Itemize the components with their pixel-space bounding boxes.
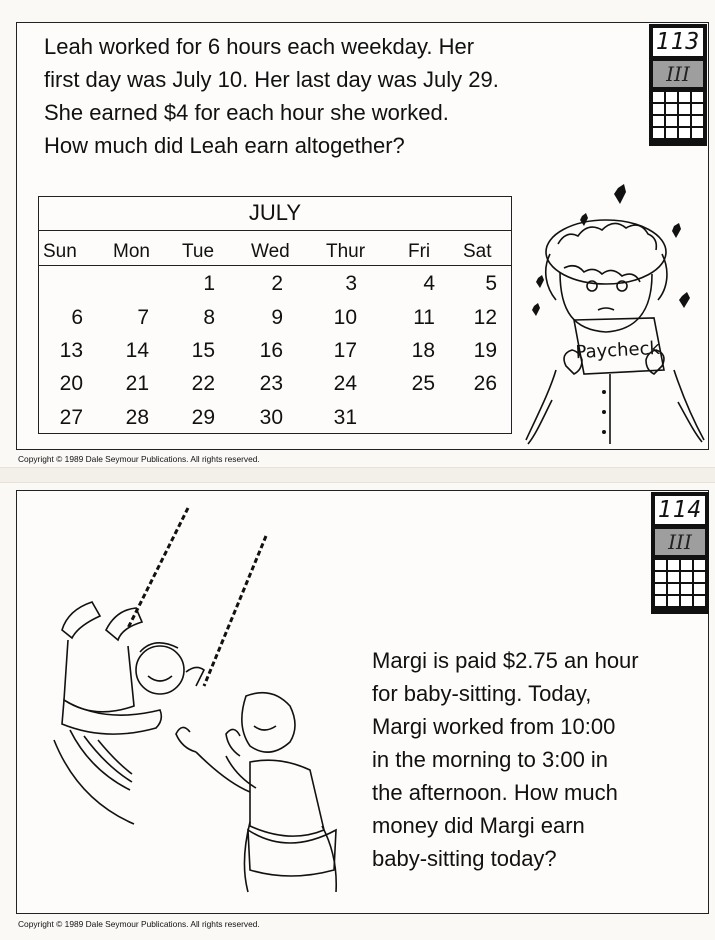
problem-line: Margi is paid $2.75 an hour (372, 648, 639, 673)
weekday-label: Sun (43, 241, 77, 262)
card-number-badge (651, 492, 709, 614)
calendar-date: 7 (137, 306, 149, 329)
calendar-date: 30 (259, 406, 283, 429)
calendar-date: 23 (259, 372, 283, 395)
weekday-label: Fri (408, 241, 431, 262)
problem-line: first day was July 10. Her last day was July 29. (44, 67, 499, 92)
calendar-date: 14 (125, 339, 149, 362)
calculator-keypad-icon (653, 92, 703, 138)
problem-line: in the morning to 3:00 in (372, 747, 609, 772)
july-calendar (38, 196, 512, 434)
card-number-badge (649, 24, 707, 146)
problem-line: She earned $4 for each hour she worked. (44, 100, 449, 125)
calculator-keypad-icon (655, 560, 705, 606)
calendar-date: 16 (259, 339, 283, 362)
calendar-date: 27 (59, 406, 83, 429)
card-number: 114 (655, 496, 705, 524)
calendar-date: 31 (333, 406, 357, 429)
calendar-date: 26 (473, 372, 497, 395)
calendar-date: 8 (203, 306, 215, 329)
calendar-date: 5 (485, 272, 497, 295)
calendar-date: 28 (125, 406, 149, 429)
problem-line: How much did Leah earn altogether? (44, 133, 405, 158)
calendar-date: 3 (345, 272, 357, 295)
calendar-date: 13 (59, 339, 83, 362)
calendar-date: 21 (125, 372, 149, 395)
calendar-date: 4 (423, 272, 435, 295)
paycheck-illustration (514, 170, 706, 448)
copyright: Copyright © 1989 Dale Seymour Publications. All rights reserved. (18, 454, 260, 464)
calendar-date: 9 (271, 306, 283, 329)
calendar-weekday-header (39, 237, 511, 265)
problem-text (44, 30, 604, 162)
calendar-date: 29 (191, 406, 215, 429)
weekday-label: Thur (326, 241, 366, 262)
problem-line: money did Margi earn (372, 813, 585, 838)
calendar-date: 17 (333, 339, 357, 362)
calendar-dates (39, 267, 511, 435)
babysitting-illustration (40, 500, 360, 908)
level-indicator: III (653, 61, 703, 87)
card-number: 113 (653, 28, 703, 56)
problem-line: Margi worked from 10:00 (372, 714, 616, 739)
calendar-date: 18 (411, 339, 435, 362)
calendar-date: 22 (191, 372, 215, 395)
divider (39, 265, 511, 266)
calendar-date: 24 (333, 372, 357, 395)
calendar-date: 12 (473, 306, 497, 329)
calendar-date: 2 (271, 272, 283, 295)
calendar-date: 25 (411, 372, 435, 395)
problem-line: baby-sitting today? (372, 846, 557, 871)
calendar-date: 10 (333, 306, 357, 329)
calendar-month: JULY (248, 200, 302, 225)
divider (39, 230, 511, 231)
weekday-label: Sat (463, 241, 492, 262)
problem-line: the afternoon. How much (372, 780, 618, 805)
card-separator (0, 467, 715, 483)
copyright: Copyright © 1989 Dale Seymour Publications. All rights reserved. (18, 919, 260, 929)
calendar-date: 11 (413, 306, 435, 329)
calendar-date: 20 (59, 372, 83, 395)
calendar-date: 6 (71, 306, 83, 329)
calendar-date: 15 (191, 339, 215, 362)
calendar-date: 1 (203, 272, 215, 295)
weekday-label: Wed (251, 241, 290, 262)
problem-line: for baby-sitting. Today, (372, 681, 592, 706)
level-indicator: III (655, 529, 705, 555)
paycheck-sign: Paycheck (575, 337, 661, 364)
calendar-date: 19 (473, 339, 497, 362)
weekday-label: Tue (182, 241, 215, 262)
problem-line: Leah worked for 6 hours each weekday. Her (44, 34, 475, 59)
problem-text (372, 644, 692, 875)
weekday-label: Mon (113, 241, 150, 262)
